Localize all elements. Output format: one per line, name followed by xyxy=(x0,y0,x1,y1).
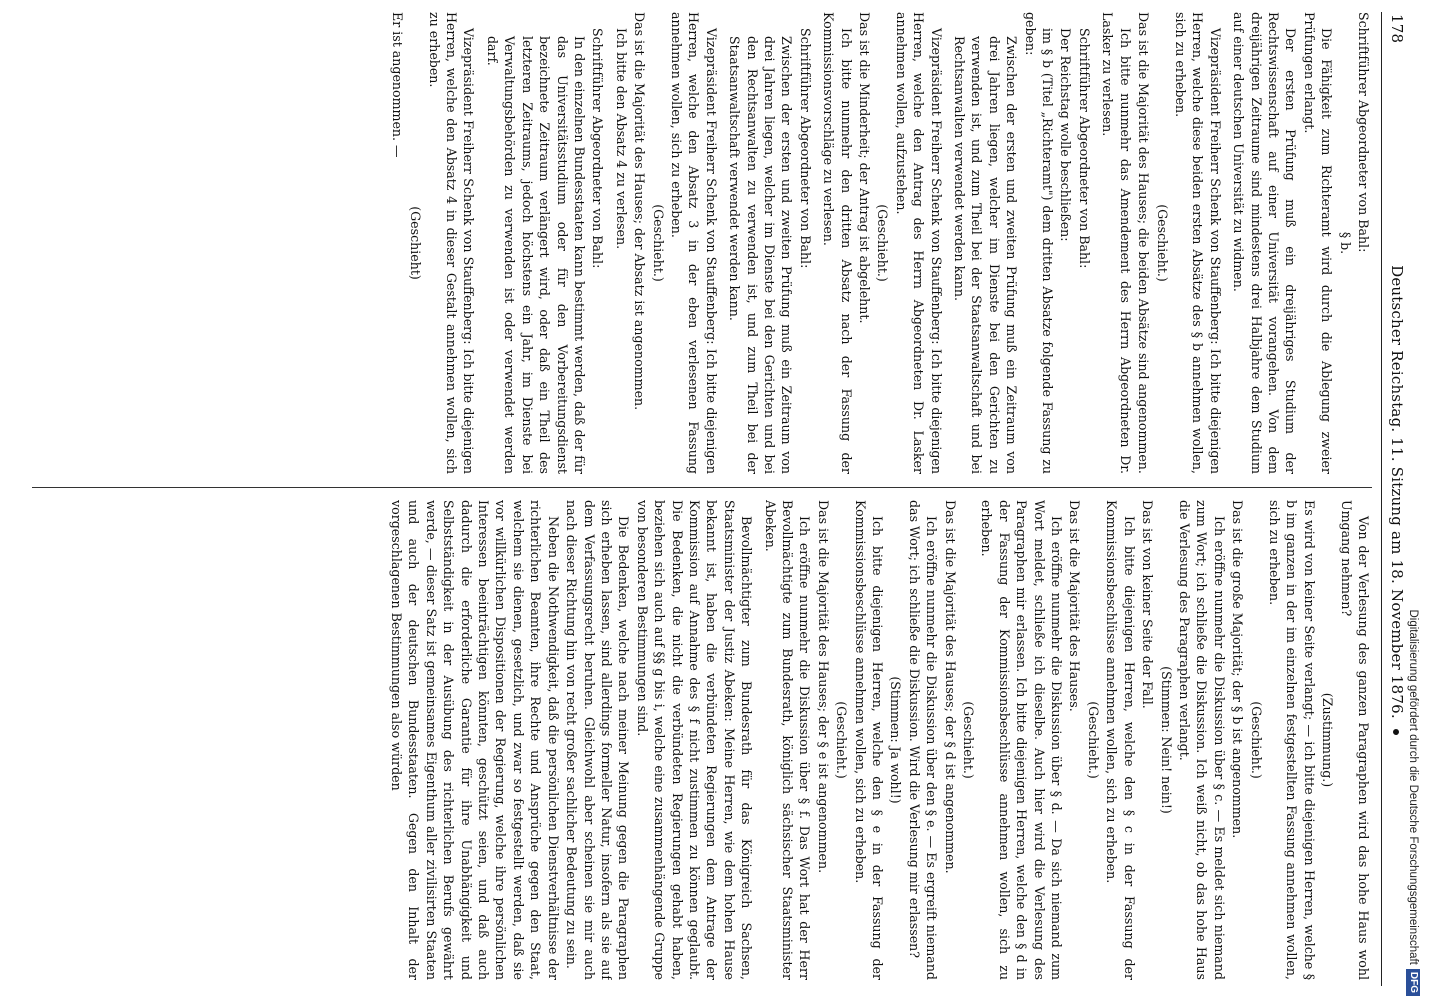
left-column-paragraph: Schriftführer Abgeordneter von Bahl: xyxy=(1356,12,1371,253)
right-column-paragraph: Das ist die Majorität des Hauses; der § e ist angenommen. xyxy=(815,500,831,874)
left-column-paragraph: Vizepräsident Freiherr Schenk von Stauffenberg: Ich bitte diejenigen Herren, welche den Absatz 4 in dieser Gestalt annehmen wollen, sich zu erheben. xyxy=(426,12,477,474)
left-column-paragraph: § b. xyxy=(1337,231,1353,255)
left-column-paragraph: Das ist die Minderheit; der Antrag ist abgelehnt. xyxy=(857,12,873,324)
right-column-paragraph: (Geschieht.) xyxy=(1248,701,1264,779)
left-column-paragraph: (Geschieht) xyxy=(408,206,424,280)
left-column-paragraph: Ich bitte nunmehr das Amendement des Herrn Abgeordneten Dr. Lasker zu verlesen. xyxy=(1100,12,1133,474)
left-column-paragraph: Der Reichstag wolle beschließen: xyxy=(1058,28,1074,242)
left-column-paragraph: Schriftführer Abgeordneter von Bahl: xyxy=(590,28,606,269)
left-column-paragraph: (Geschieht.) xyxy=(1154,204,1170,282)
right-column-paragraph: Neben die Nothwendigkeit, daß die persönlichen Dienstverhältnisse der richterlichen Beamten, ihre Rechte und Ansprüche gegen den Staat, welchem sie dienen, gesetzlich, und zwar so festgestellt werden, daß sie vor willkürlichen Dispositionen der Regierung, welche ihre persönlichen Interessen beeinträchtigen könnten, geschützt seien, und daß auch dadurch die erforderliche Garantie für ihre Unabhängigkeit und Selbstständigkeit in der Ausübung des richterlichen Berufs gewährt werde, — dieser Satz ist gemeinsames Eigenthum aller zivilisirten Staaten und auch der deutschen Bundesstaaten. Gegen den Inhalt der vorgeschlagenen Bestimmungen also würden xyxy=(389,500,561,980)
right-column-paragraph: (Stimmen: Ja wohl!) xyxy=(888,676,904,804)
left-column-paragraph: Er ist angenommen. — xyxy=(389,12,405,158)
right-column-paragraph: Die Bedenken, welche nach meiner Meinung gegen die Paragraphen sich erheben lassen, sind allerdings formeller Natur, insofern als sie auf dem Verfassungsrecht beruhen. Gleichwohl aber scheinen sie mir auch nach dieser Richtung hin von recht großer sachlicher Bedeutung zu sein. xyxy=(564,500,632,980)
right-column-paragraph: (Geschieht.) xyxy=(961,701,977,779)
right-column-paragraph: Ich bitte diejenigen Herren, welche den § e in der Fassung der Kommissionsbeschlüsse annehmen wollen, sich zu erheben. xyxy=(852,500,886,980)
right-column-paragraph: Es wird von keiner Seite verlangt; — ich bitte diejenigen Herren, welche § b im ganzen in der im einzelnen festgestellten Fassung annehmen wollen, sich zu erheben. xyxy=(1266,500,1317,980)
left-column-paragraph: (Geschieht.) xyxy=(875,204,891,282)
digitization-notice-text: Digitalisierung gefördert durch die Deutsche Forschungsgemeinschaft xyxy=(1407,609,1419,965)
right-column-paragraph: (Stimmen: Nein! nein!) xyxy=(1158,666,1174,814)
right-column-paragraph: Ich bitte diejenigen Herren, welche den § c in der Fassung der Kommissionsbeschlüsse annehmen wollen, sich zu erheben. xyxy=(1104,500,1137,980)
left-column-paragraph: In den einzelnen Bundesstaaten kann bestimmt werden, daß der für das Universitätsstudium oder für den Vorbereitungsdienst bezeichnete Zeitraum verlängert wird, oder daß ein Theil des letzteren Zeitraums, jedoch höchstens ein Jahr, im Dienste bei Verwaltungsbehörden zu verwenden ist oder verwendet werden darf. xyxy=(484,36,587,474)
left-column-paragraph: Ich bitte nunmehr den dritten Absatz nach der Fassung der Kommissionsvorschläge zu verlesen. xyxy=(821,12,854,474)
left-column-paragraph: Zwischen der ersten und zweiten Prüfung muß ein Zeitraum von drei Jahren liegen, welcher im Dienste bei den Gerichten zu verwenden ist, und zum Theil bei der Staatsanwaltschaft und bei Rechtsanwalten verwendet werden kann. xyxy=(952,36,1020,474)
left-column-paragraph: Vizepräsident Freiherr Schenk von Stauffenberg: Ich bitte diejenigen Herren, welche den Absatz 3 in der eben verlesenen Fassung annehmen wollen, sich zu erheben. xyxy=(668,12,719,474)
right-column-paragraph: (Geschieht.) xyxy=(834,701,850,779)
left-column-paragraph: (Geschieht.) xyxy=(650,204,666,282)
right-column-paragraph: Ich eröffne nunmehr die Diskussion über § c. — Es meldet sich niemand zum Wort; ich schließe die Diskussion. Ich weiß nicht, ob das hohe Haus die Verlesung des Paragraphen verlangt. xyxy=(1176,500,1227,980)
right-column-paragraph: (Zustimmung.) xyxy=(1320,692,1336,788)
column-divider xyxy=(32,487,1372,488)
left-column-paragraph: Vizepräsident Freiherr Schenk von Stauffenberg: Ich bitte diejenigen Herren, welche diese beiden ersten Absätze des § b annehmen wollen, sich zu erheben. xyxy=(1172,12,1223,474)
right-column-paragraph: Das ist die große Majorität; der § b ist angenommen. xyxy=(1230,500,1246,839)
right-column-paragraph: Ich eröffne nunmehr die Diskussion über den § e. — Es ergreift niemand das Wort; ich schließe die Diskussion. Wird die Verlesung mir erlassen? xyxy=(906,500,940,980)
left-column-paragraph: Das ist die Majorität des Hauses; die beiden Absätze sind angenommen. xyxy=(1136,12,1152,474)
left-column-paragraph: Schriftführer Abgeordneter von Bahl: xyxy=(1076,28,1092,269)
right-column-paragraph: Das ist von keiner Seite der Fall. xyxy=(1140,500,1156,709)
page-number: 178 xyxy=(1388,14,1406,44)
left-column-paragraph: Der ersten Prüfung muß ein dreijähriges Studium der Rechtswissenschaft auf einer Universität vorangehen. Von dem dreijährigen Zeitraume sind mindestens drei Halbjahre dem Studium auf einer deutschen Universität zu widmen. xyxy=(1231,12,1299,474)
left-column-paragraph: Die Fähigkeit zum Richteramt wird durch die Ablegung zweier Prüfungen erlangt. xyxy=(1301,12,1335,474)
right-column-paragraph: Von der Verlesung des ganzen Paragraphen wird das hohe Haus wohl Umgang nehmen? xyxy=(1338,500,1371,980)
ink-dot xyxy=(1393,729,1399,735)
digitization-notice xyxy=(1400,6,1426,996)
right-column-paragraph: Bevollmächtigter zum Bundesrath für das Königreich Sachsen, Staatsminister der Justiz Abeken: Meine Herren, wie dem hohen Hause bekannt ist, haben die verbündeten Regierungen dem Antrage der Kommission auf Annahme des § f nicht zustimmen zu können geglaubt. Die Bedenken, die nicht die verbündeten Regierungen gehabt haben, beziehen sich auch auf §§ g bis i, welche eine zusammenhängende Gruppe von besonderen Bestimmungen sind. xyxy=(634,500,755,980)
right-column-paragraph: Das ist die Majorität des Hauses; der § d ist angenommen. xyxy=(942,500,958,874)
left-column-paragraph: Vizepräsident Freiherr Schenk von Stauffenberg: Ich bitte diejenigen Herren, welche den Antrag des Herrn Abgeordneten Dr. Lasker annehmen wollen, aufzustehen. xyxy=(893,12,944,474)
right-column-paragraph: Ich eröffne nunmehr die Diskussion über § d. — Da sich niemand zum Wort meldet, schließe ich dieselbe. Auch hier wird die Verlesung des Paragraphen mir erlassen. Ich bitte diejenigen Herren, welche den § d in der Fassung der Kommissionsbeschlüsse annehmen wollen, sich zu erheben. xyxy=(979,500,1065,980)
right-column-paragraph: Ich eröffne nunmehr die Diskussion über § f. Das Wort hat der Herr Bevollmächtigte zum Bundesrath, königlich sächsischer Staatsminister Abeken. xyxy=(762,500,813,980)
right-column-paragraph: (Geschieht.) xyxy=(1085,701,1101,779)
left-column-paragraph: Ich bitte den Absatz 4 zu verlesen. xyxy=(613,28,629,250)
left-column xyxy=(32,12,1372,474)
left-column-paragraph: Schriftführer Abgeordneter von Bahl: xyxy=(797,28,813,269)
left-column-paragraph: im § b (Titel „Richteramt") dem dritten Absatze folgende Fassung zu geben: xyxy=(1022,12,1056,474)
left-column-paragraph: Zwischen der ersten und zweiten Prüfung muß ein Zeitraum von drei Jahren liegen, welcher im Dienste bei den Gerichten und bei den Rechtsanwalten zu verwenden ist, und zum Theil bei der Staatsanwaltschaft verwendet werden kann. xyxy=(727,36,795,474)
running-title: Deutscher Reichstag. 11. Sitzung am 18. November 1876. xyxy=(1388,265,1406,719)
header-rule xyxy=(1381,12,1382,986)
right-column-paragraph: Das ist die Majorität des Hauses. xyxy=(1067,500,1083,712)
right-column xyxy=(32,500,1372,980)
left-column-paragraph: Das ist die Majorität des Hauses; der Absatz ist angenommen. xyxy=(632,12,648,411)
dfg-logo: DFG xyxy=(1406,969,1420,996)
